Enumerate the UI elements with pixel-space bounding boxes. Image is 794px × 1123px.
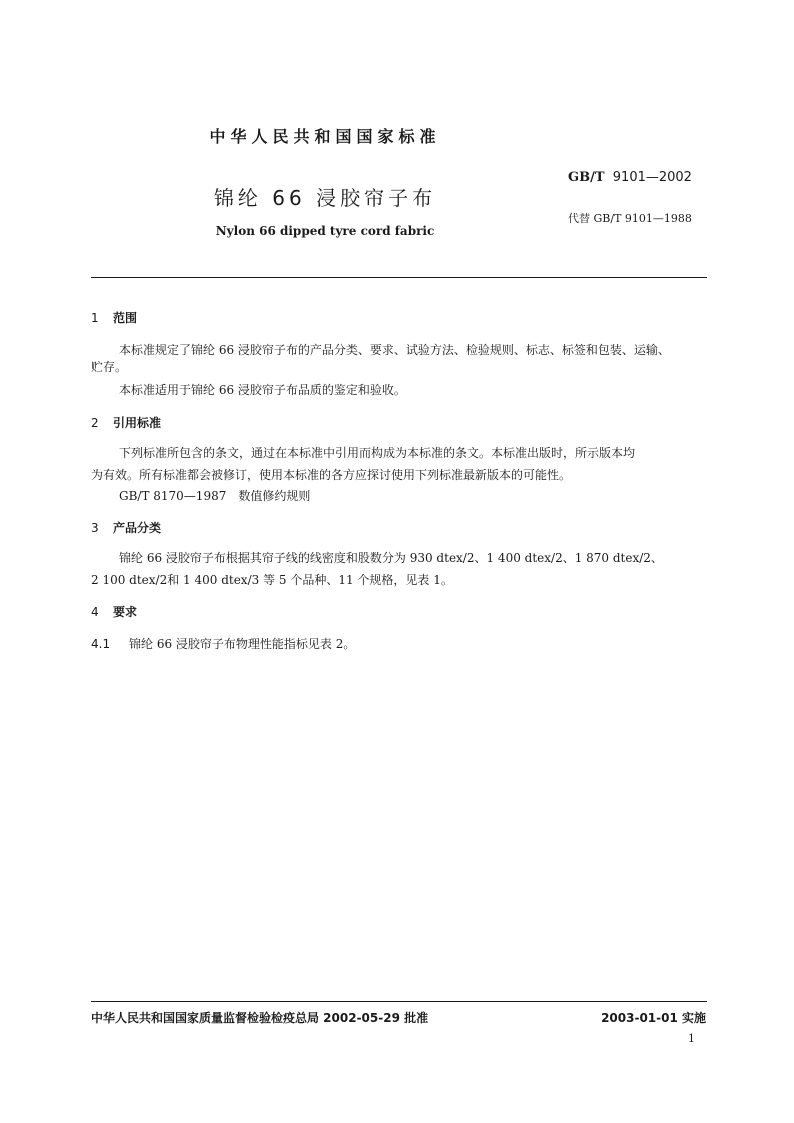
footer-divider xyxy=(91,1001,707,1002)
section-title: 范围 xyxy=(113,311,138,325)
clause-text: 锦纶 66 浸胶帘子布物理性能指标见表 2。 xyxy=(129,637,356,651)
section-1-para-1-line-1: 本标准规定了锦纶 66 浸胶帘子布的产品分类、要求、试验方法、检验规则、标志、标签和包装、运输、 xyxy=(119,343,670,357)
section-number: 4 xyxy=(91,605,99,619)
section-title: 产品分类 xyxy=(113,521,162,535)
section-1-para-2: 本标准适用于锦纶 66 浸胶帘子布品质的鉴定和验收。 xyxy=(119,383,406,397)
section-3-para-1-line-2: 2 100 dtex/2和 1 400 dtex/3 等 5 个品种、11 个规格，见表 1。 xyxy=(91,573,453,587)
national-standard-heading: 中华人民共和国国家标准 xyxy=(209,127,441,146)
section-4-heading xyxy=(91,603,137,620)
standard-code-prefix: GB/T xyxy=(568,170,605,185)
section-2-para-1-line-1: 下列标准所包含的条文，通过在本标准中引用而构成为本标准的条文。本标准出版时，所示版本均 xyxy=(119,446,636,460)
section-2-para-1-line-2: 为有效。所有标准都会被修订，使用本标准的各方应探讨使用下列标准最新版本的可能性。 xyxy=(91,468,572,482)
header-divider xyxy=(91,277,707,278)
document-title: 锦纶 66 浸胶帘子布 xyxy=(213,186,437,210)
section-number: 2 xyxy=(91,416,99,430)
section-number: 1 xyxy=(91,311,99,325)
standard-code xyxy=(568,170,692,185)
document-title-english: Nylon 66 dipped tyre cord fabric xyxy=(215,224,435,238)
clause-4-1 xyxy=(91,633,355,656)
normative-reference: GB/T 8170—1987 数值修约规则 xyxy=(119,489,311,503)
effective-date: 2003-01-01 实施 xyxy=(601,1011,706,1025)
section-title: 要求 xyxy=(113,605,138,619)
section-2-heading xyxy=(91,414,161,431)
standard-code-number: 9101—2002 xyxy=(612,170,692,185)
section-3-heading xyxy=(91,519,161,536)
section-title: 引用标准 xyxy=(113,416,162,430)
section-3-para-1-line-1: 锦纶 66 浸胶帘子布根据其帘子线的线密度和股数分为 930 dtex/2、1 400 dtex/2、1 870 dtex/2、 xyxy=(119,551,663,565)
section-1-heading xyxy=(91,309,137,326)
replaces-standard: 代替 GB/T 9101—1988 xyxy=(568,212,692,225)
section-1-para-1-line-2: 贮存。 xyxy=(91,360,128,374)
section-number: 3 xyxy=(91,521,99,535)
page-number: 1 xyxy=(688,1032,695,1045)
clause-number: 4.1 xyxy=(91,637,111,651)
approval-issuer: 中华人民共和国国家质量监督检验检疫总局 2002-05-29 批准 xyxy=(91,1011,429,1025)
